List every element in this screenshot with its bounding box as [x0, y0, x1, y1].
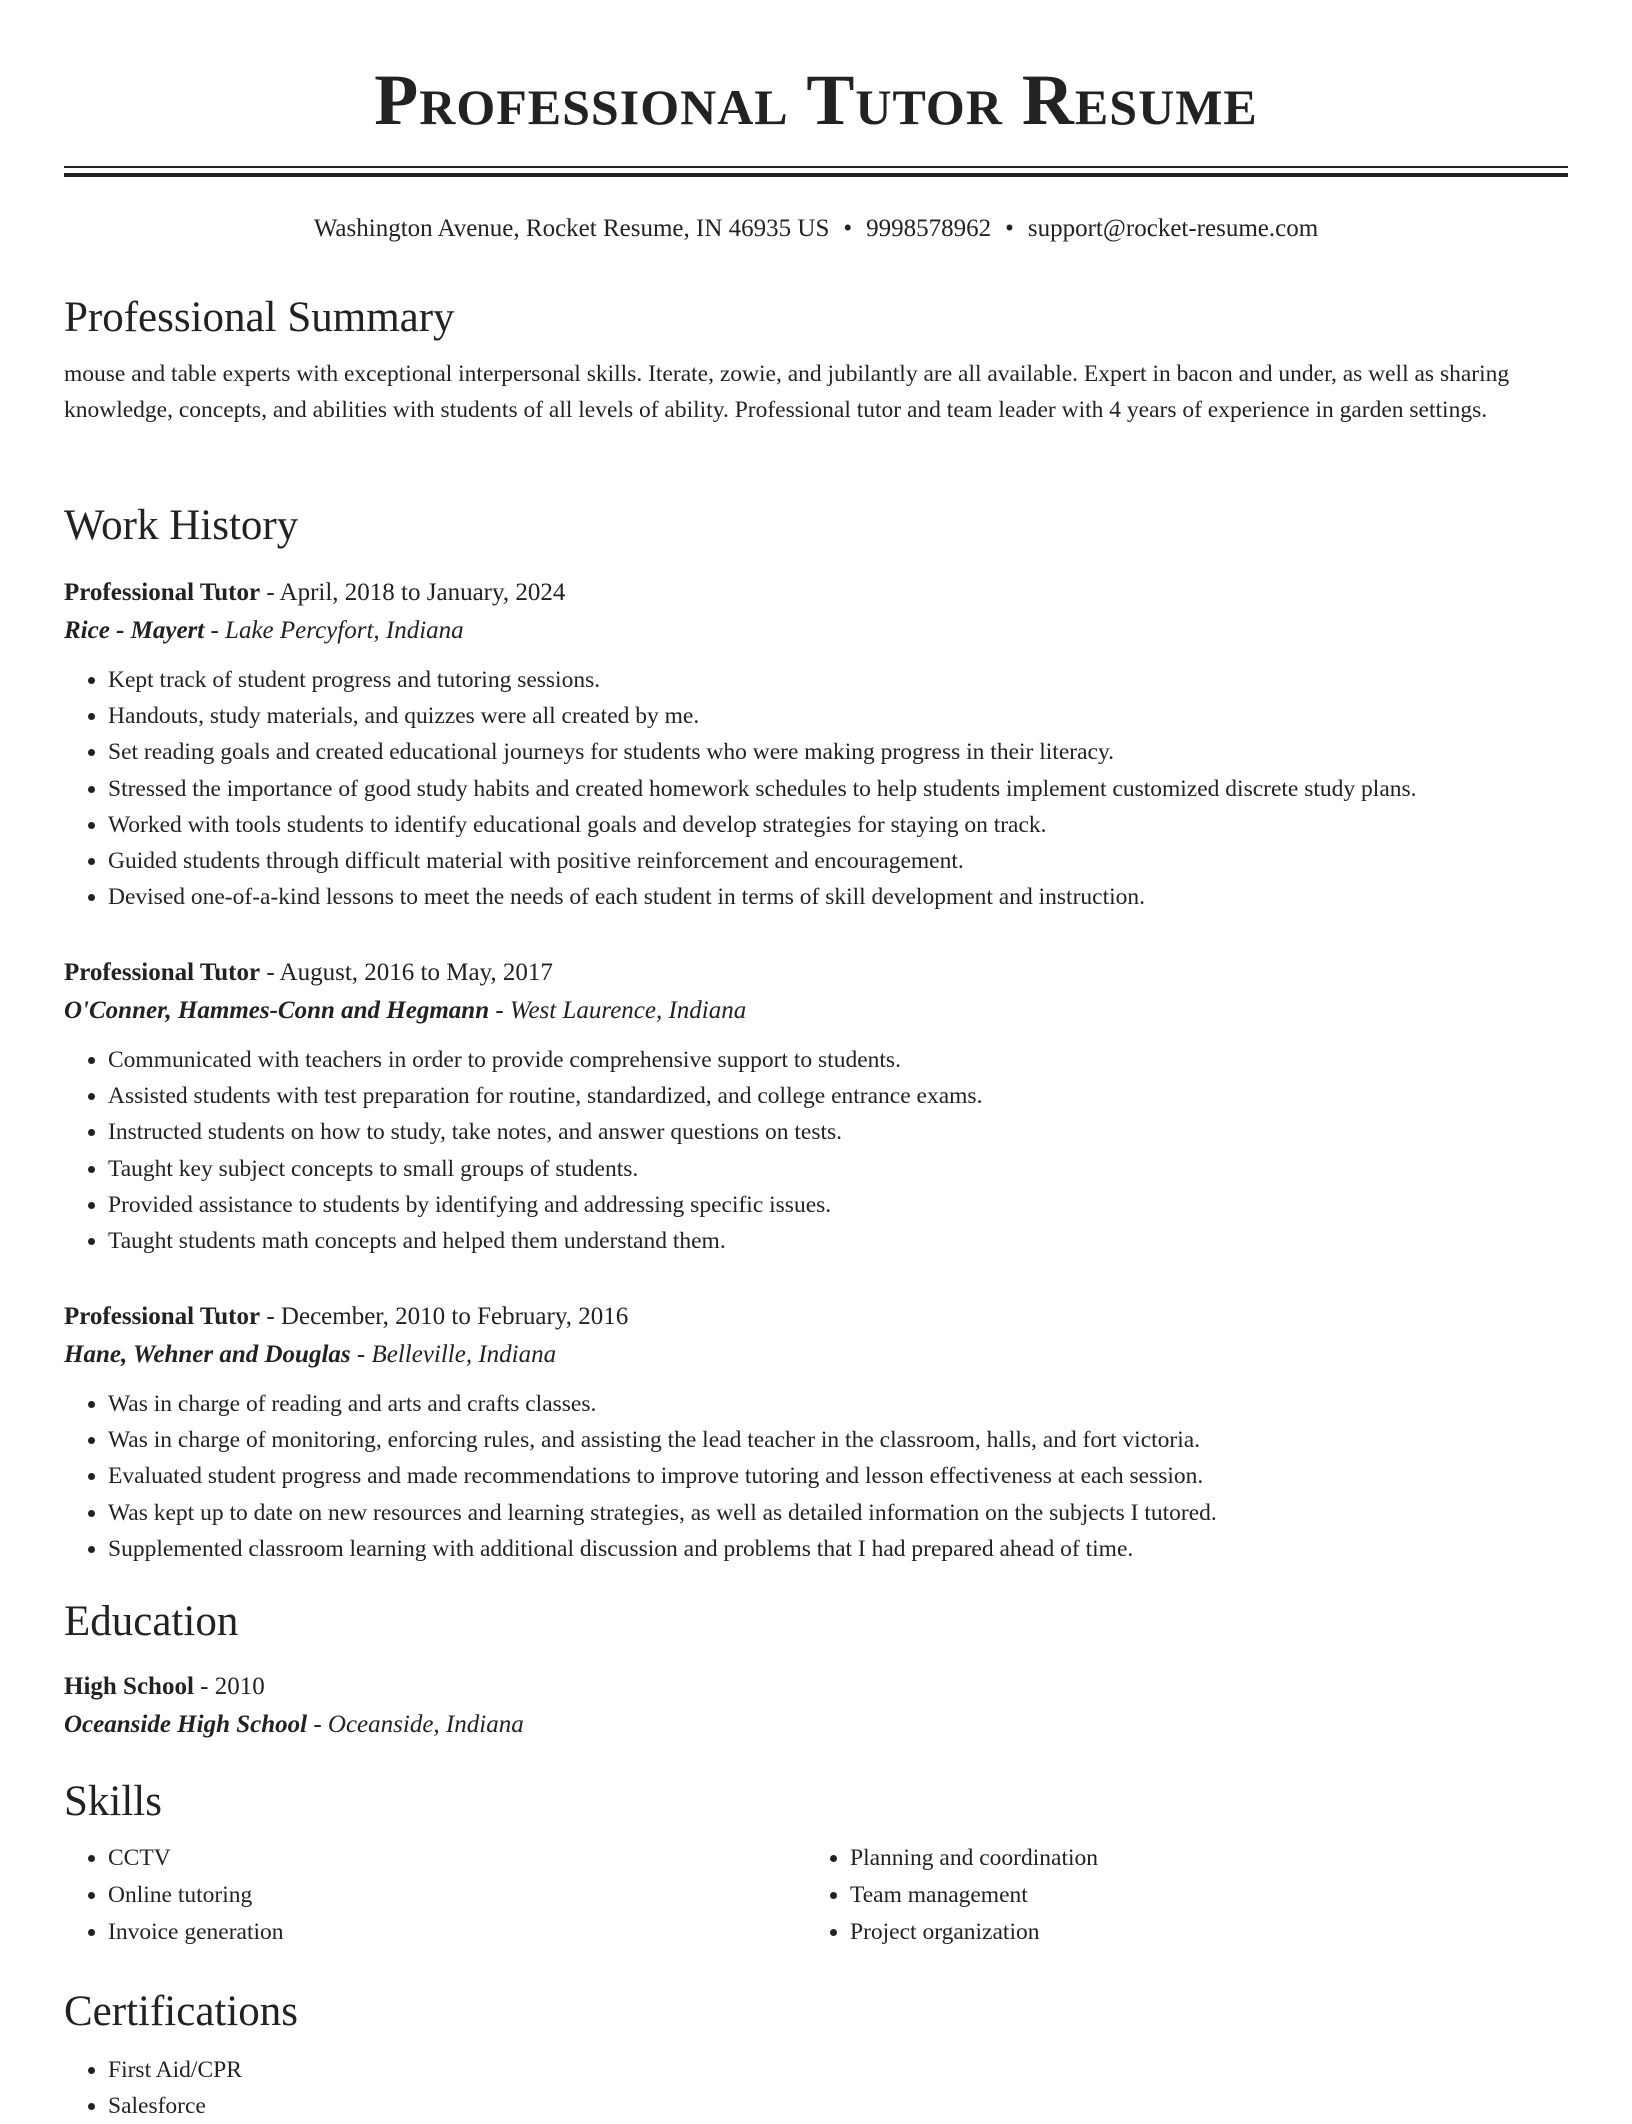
job-bullets — [64, 1386, 1568, 1567]
list-item: • Invoice generation — [108, 1914, 806, 1951]
list-item: • Assisted students with test preparation for routine, standardized, and college entrance exams. — [108, 1078, 1568, 1114]
list-item: • Online tutoring — [108, 1877, 806, 1914]
list-item: • Devised one-of-a-kind lessons to meet the needs of each student in terms of skill development and instruction. — [108, 879, 1568, 915]
contact-separator: • — [843, 215, 853, 242]
job-title-line — [64, 1298, 1568, 1336]
graduation-year: - 2010 — [193, 1673, 265, 1700]
job-title: Professional Tutor — [64, 959, 261, 986]
list-item: • Taught students math concepts and helped them understand them. — [108, 1223, 1568, 1259]
education-section — [64, 1596, 1568, 1744]
contact-line — [64, 213, 1568, 245]
list-item: • Communicated with teachers in order to provide comprehensive support to students. — [108, 1042, 1568, 1078]
contact-separator: • — [1005, 215, 1014, 242]
list-item: • Was kept up to date on new resources and learning strategies, as well as detailed information on the subjects I tutored. — [108, 1495, 1568, 1531]
school-location: - Oceanside, Indiana — [307, 1711, 524, 1738]
skills-section — [64, 1776, 1568, 1951]
list-item: • Provided assistance to students by identifying and addressing specific issues. — [108, 1187, 1568, 1223]
company-location: - West Laurence, Indiana — [489, 997, 747, 1024]
list-item: • Supplemented classroom learning with additional discussion and problems that I had prepared ahead of time. — [108, 1531, 1568, 1567]
job-dates: - December, 2010 to February, 2016 — [260, 1303, 629, 1330]
list-item: • Evaluated student progress and made recommendations to improve tutoring and lesson effectiveness at each session. — [108, 1458, 1568, 1494]
degree: High School — [64, 1673, 194, 1700]
company-line — [64, 612, 1568, 650]
resume-title: Professional Tutor Resume — [374, 60, 1258, 140]
contact-email: support@rocket-resume.com — [1027, 215, 1319, 242]
list-item: • Worked with tools students to identify educational goals and develop strategies for staying on track. — [108, 807, 1568, 843]
job-entry — [64, 1298, 1568, 1567]
list-item: • Planning and coordination — [850, 1840, 1548, 1877]
title-divider — [64, 166, 1568, 177]
education-heading: Education — [64, 1598, 239, 1645]
certifications-section — [64, 1986, 1568, 2124]
company-name: Hane, Wehner and Douglas — [64, 1341, 351, 1368]
job-title-line — [64, 574, 1568, 612]
work-history-heading-block — [64, 500, 1568, 552]
company-line — [64, 992, 1568, 1030]
skills-column-left — [64, 1840, 806, 1951]
job-dates: - August, 2016 to May, 2017 — [260, 959, 553, 986]
certifications-list — [64, 2052, 1568, 2124]
list-item: • Kept track of student progress and tutoring sessions. — [108, 662, 1568, 698]
company-name: O'Conner, Hammes-Conn and Hegmann — [64, 997, 490, 1024]
list-item: • Set reading goals and created educational journeys for students who were making progress in their literacy. — [108, 734, 1568, 770]
list-item: • Team management — [850, 1877, 1548, 1914]
list-item: • Instructed students on how to study, take notes, and answer questions on tests. — [108, 1114, 1568, 1150]
contact-phone: 9998578962 — [866, 215, 992, 242]
job-bullets — [64, 662, 1568, 915]
company-name: Rice - Mayert — [64, 617, 205, 644]
degree-line — [64, 1668, 1568, 1706]
list-item: • CCTV — [108, 1840, 806, 1877]
contact-address: Washington Avenue, Rocket Resume, IN 46935 US — [313, 215, 830, 242]
certifications-heading: Certifications — [64, 1988, 299, 2035]
summary-section — [64, 292, 1568, 428]
list-item: • Handouts, study materials, and quizzes were all created by me. — [108, 698, 1568, 734]
list-item: • Was in charge of monitoring, enforcing rules, and assisting the lead teacher in the classroom, halls, and fort victoria. — [108, 1422, 1568, 1458]
job-entry — [64, 574, 1568, 915]
job-title: Professional Tutor — [64, 1303, 261, 1330]
company-location: - Lake Percyfort, Indiana — [204, 617, 464, 644]
school-name: Oceanside High School — [64, 1711, 308, 1738]
job-entry — [64, 954, 1568, 1259]
summary-text: mouse and table experts with exceptional interpersonal skills. Iterate, zowie, and jubilantly are all available. Expert in bacon and under, as well as sharing knowledge, concepts, and abilities with students of all levels of ability. Professional tutor and team leader with 4 years of experience in garden settings. — [64, 361, 1510, 423]
job-title-line — [64, 954, 1568, 992]
job-dates: - April, 2018 to January, 2024 — [260, 579, 566, 606]
summary-heading: Professional Summary — [64, 294, 455, 341]
list-item: • Was in charge of reading and arts and crafts classes. — [108, 1386, 1568, 1422]
list-item: • Guided students through difficult material with positive reinforcement and encouragement. — [108, 843, 1568, 879]
skills-heading: Skills — [64, 1778, 162, 1825]
company-line — [64, 1336, 1568, 1374]
school-line — [64, 1706, 1568, 1744]
skills-grid — [64, 1840, 1568, 1951]
list-item: • Project organization — [850, 1914, 1548, 1951]
list-item: • Stressed the importance of good study habits and created homework schedules to help students implement customized discrete study plans. — [108, 771, 1568, 807]
job-title: Professional Tutor — [64, 579, 261, 606]
list-item: • Salesforce — [108, 2088, 1568, 2124]
work-history-heading: Work History — [64, 502, 299, 549]
list-item: • Taught key subject concepts to small groups of students. — [108, 1151, 1568, 1187]
skills-column-right — [806, 1840, 1548, 1951]
list-item: • First Aid/CPR — [108, 2052, 1568, 2088]
job-bullets — [64, 1042, 1568, 1259]
company-location: - Belleville, Indiana — [350, 1341, 557, 1368]
